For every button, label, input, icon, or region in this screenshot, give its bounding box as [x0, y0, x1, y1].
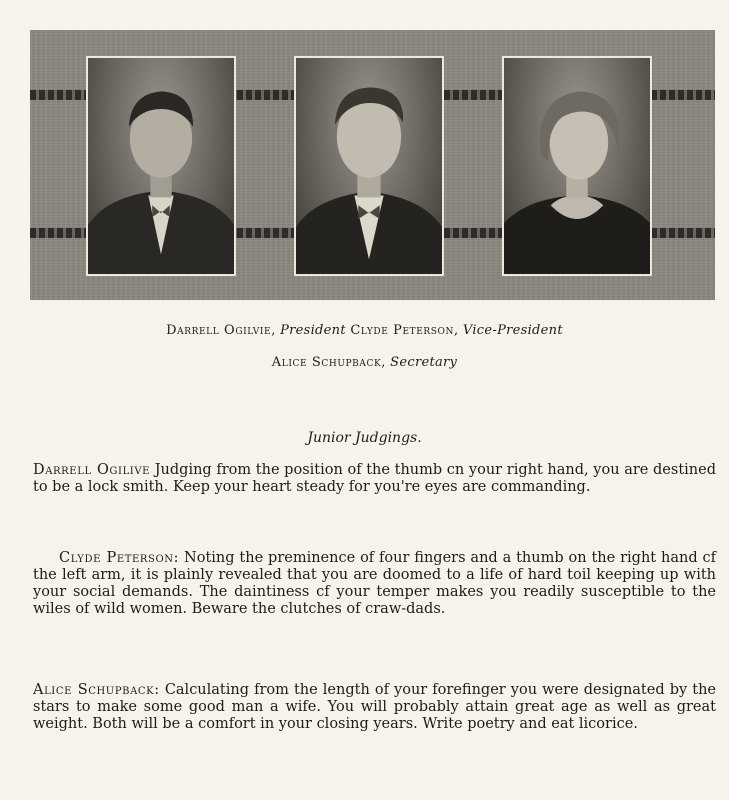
section-heading: Junior Judgings. — [307, 430, 422, 446]
officer-title: President — [280, 323, 346, 338]
photo-band — [30, 30, 715, 300]
judging-paragraph — [33, 550, 716, 618]
caption-line-secretary: Alice Schupback, Secretary — [271, 355, 458, 370]
judging-name: Darrell Ogilive — [33, 462, 151, 478]
portrait-alice-schupback — [502, 56, 652, 276]
judging-name: Clyde Peterson: — [59, 550, 180, 566]
judging-paragraph — [33, 462, 716, 496]
judging-text: Calculating from the length of your forefinger you were designated by the stars to make some good man a wife. You will probably attain great age as well as great weight. Both will be a comfort in your closing years. Write poetry and eat licorice. — [33, 682, 716, 732]
judging-text: Judging from the position of the thumb cn your right hand, you are destined to be a lock smith. Keep your heart steady for you're eyes are commanding. — [33, 462, 716, 495]
judging-paragraph — [33, 682, 716, 733]
judging-name: Alice Schupback: — [33, 682, 160, 698]
officer-title: Vice-President — [462, 323, 563, 338]
portrait-darrell-ogilvie — [86, 56, 236, 276]
officer-name: Darrell Ogilvie — [166, 323, 272, 338]
portrait-clyde-peterson — [294, 56, 444, 276]
officer-title: Secretary — [390, 355, 458, 370]
officer-name: Alice Schupback — [271, 355, 382, 370]
judging-text: Noting the preminence of four fingers and a thumb on the right hand cf the left arm, it is plainly revealed that you are doomed to a life of hard toil keeping up with your social demands. The daintiness cf your temper makes you readily susceptible to the wiles of wild women. Beware the clutches of craw-dads. — [33, 550, 716, 617]
officer-name: Clyde Peterson — [350, 323, 455, 338]
caption-line-officers: Darrell Ogilvie, President Clyde Peterson, Vice-President — [166, 323, 563, 338]
